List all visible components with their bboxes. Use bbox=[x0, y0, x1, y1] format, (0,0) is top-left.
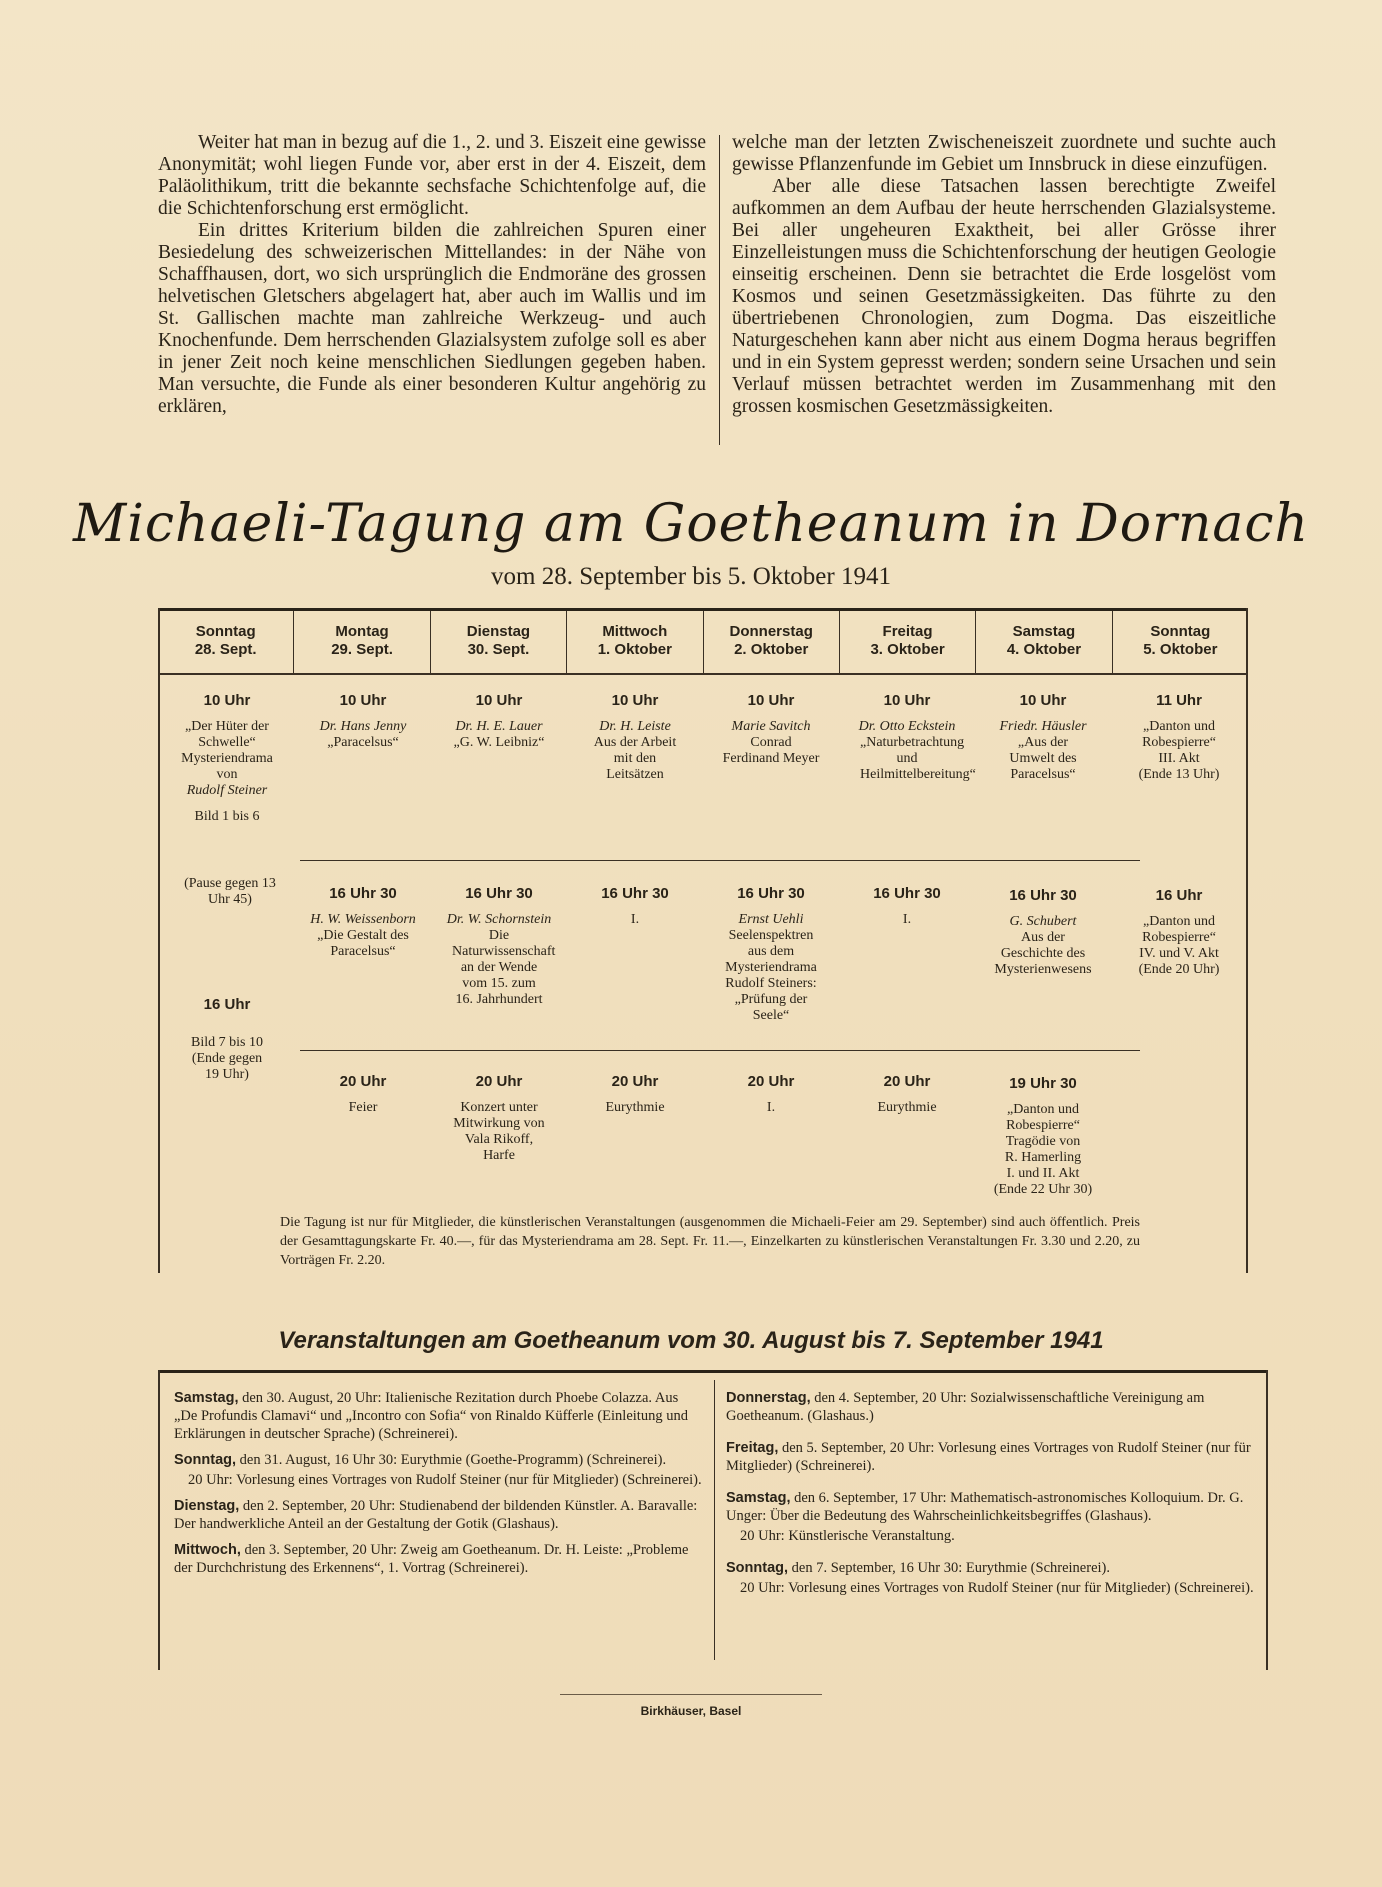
events-right-border bbox=[1266, 1370, 1268, 1670]
schedule-cell-evening: 20 Uhr Feier bbox=[339, 1073, 387, 1115]
page-title: Michaeli-Tagung am Goetheanum in Dornach bbox=[72, 494, 1310, 554]
event-item: Mittwoch, den 3. September, 20 Uhr: Zweig am Goetheanum. Dr. H. Leiste: „Probleme der Durchchristung des Erkennens“, 1. Vortrag (Schreinerei). bbox=[174, 1542, 689, 1576]
schedule-cell-afternoon: 16 Uhr 30 G. Schubert Aus der Geschichte des Mysterienwesens bbox=[994, 887, 1092, 977]
header-cell: Mittwoch 1. Oktober bbox=[566, 611, 702, 673]
schedule-cell-evening: 20 Uhr I. bbox=[747, 1073, 795, 1115]
header-cell: Samstag 4. Oktober bbox=[975, 611, 1111, 673]
schedule-cell-afternoon: 16 Uhr „Danton und Robespierre“ IV. und V. Akt (Ende 20 Uhr) bbox=[1138, 887, 1220, 977]
schedule-cell-afternoon: 16 Uhr 30 H. W. Weissenborn „Die Gestalt des Paracelsus“ bbox=[310, 885, 416, 959]
text-column-left bbox=[158, 132, 706, 418]
section-title: Veranstaltungen am Goetheanum vom 30. August bis 7. September 1941 bbox=[278, 1327, 1104, 1354]
schedule-cell-evening: 20 Uhr Eurythmie bbox=[605, 1073, 665, 1115]
event-item: Freitag, den 5. September, 20 Uhr: Vorlesung eines Vortrages von Rudolf Steiner (nur für Mitglieder) (Schreinerei). bbox=[726, 1440, 1251, 1474]
schedule-cell-morning: 10 Uhr Dr. Hans Jenny „Paracelsus“ bbox=[319, 692, 407, 750]
header-cell: Montag 29. Sept. bbox=[293, 611, 429, 673]
schedule-cell-morning: 11 Uhr „Danton und Robespierre“ III. Akt (Ende 13 Uhr) bbox=[1138, 692, 1220, 782]
schedule-cell-afternoon: 16 Uhr Bild 7 bis 10 (Ende gegen 19 Uhr) bbox=[191, 996, 263, 1082]
event-item: Samstag, den 30. August, 20 Uhr: Italienische Rezitation durch Phoebe Colazza. Aus „De Profundis Clamavi“ und „Incontro con Sofia“ von Rinaldo Küfferle (Einleitung und Erklärungen in deutscher Sprache) (Schreinerei). bbox=[174, 1390, 688, 1442]
header-cell: Sonntag 28. Sept. bbox=[194, 623, 257, 658]
pause-note: (Pause gegen 13 Uhr 45) bbox=[184, 876, 276, 907]
event-item: Sonntag, den 7. September, 16 Uhr 30: Eurythmie (Schreinerei). bbox=[726, 1560, 1110, 1576]
printer-credit: Birkhäuser, Basel bbox=[640, 1704, 742, 1718]
event-item: Dienstag, den 2. September, 20 Uhr: Studienabend der bildenden Künstler. A. Baravalle: Der handwerkliche Anteil an der Gestaltung der Gotik (Glashaus). bbox=[174, 1498, 698, 1532]
table-right-border bbox=[1246, 608, 1248, 1273]
event-item: Sonntag, den 31. August, 16 Uhr 30: Eurythmie (Goethe-Programm) (Schreinerei). bbox=[174, 1452, 667, 1468]
event-item: 20 Uhr: Vorlesung eines Vortrages von Rudolf Steiner (nur für Mitglieder) (Schreinerei). bbox=[188, 1472, 702, 1488]
column-divider bbox=[719, 135, 720, 445]
event-item: 20 Uhr: Künstlerische Veranstaltung. bbox=[740, 1528, 955, 1544]
event-item: 20 Uhr: Vorlesung eines Vortrages von Rudolf Steiner (nur für Mitglieder) (Schreinerei). bbox=[740, 1580, 1254, 1596]
header-cell: Dienstag 30. Sept. bbox=[430, 611, 566, 673]
events-top-border bbox=[158, 1370, 1268, 1373]
events-divider bbox=[714, 1380, 715, 1660]
schedule-cell-afternoon: 16 Uhr 30 I. bbox=[601, 885, 669, 927]
afternoon-divider bbox=[300, 860, 1140, 861]
text-column-right bbox=[732, 132, 1276, 418]
schedule-cell-afternoon: 16 Uhr 30 Ernst Uehli Seelenspektren aus dem Mysteriendrama Rudolf Steiners: „Prüfung der Seele“ bbox=[725, 885, 817, 1023]
paragraph: welche man der letzten Zwischeneiszeit zuordnete und suchte auch gewisse Pflanzenfunde im Gebiet um Innsbruck in diese einzufügen. bbox=[732, 132, 1276, 175]
schedule-cell-afternoon: 16 Uhr 30 Dr. W. Schornstein Die Naturwissenschaft an der Wende vom 15. zum 16. Jahrhundert bbox=[446, 885, 556, 1007]
table-left-border bbox=[158, 608, 160, 1273]
events-column-right bbox=[726, 1389, 1256, 1605]
event-item: Samstag, den 6. September, 17 Uhr: Mathematisch-astronomisches Kolloquium. Dr. G. Unger: Über die Bedeutung des Wahrscheinlichkeitsbegriffes (Glashaus). bbox=[726, 1490, 1244, 1524]
event-item: Donnerstag, den 4. September, 20 Uhr: Sozialwissenschaftliche Vereinigung am Goetheanum. (Glashaus.) bbox=[726, 1390, 1205, 1424]
schedule-cell-morning: 10 Uhr Marie Savitch Conrad Ferdinand Meyer bbox=[722, 692, 820, 766]
schedule-cell-morning: 10 Uhr „Der Hüter der Schwelle“ Mysteriendrama von Rudolf Steiner Bild 1 bis 6 bbox=[181, 692, 273, 824]
conference-info: Die Tagung ist nur für Mitglieder, die künstlerischen Veranstaltungen (ausgenommen die Michaeli-Feier am 29. September) sind auch öffentlich. Preis der Gesamttagungskarte Fr. 40.—, für das Mysteriendrama am 28. Sept. Fr. 11.—, Einzelkarten zu künstlerischen Veranstaltungen Fr. 3.30 und 2.20, zu Vorträgen Fr. 2.20. bbox=[280, 1215, 1140, 1268]
paragraph: Weiter hat man in bezug auf die 1., 2. und 3. Eiszeit eine gewisse Anonymität; wohl liegen Funde vor, aber erst in der 4. Eiszeit, dem Paläolithikum, tritt die bekannte sechsfache Schichtenfolge auf, die die Schichtenforschung erst ermöglicht. bbox=[158, 132, 706, 219]
table-header-row bbox=[158, 611, 1248, 673]
events-column-left bbox=[174, 1389, 704, 1585]
footer-rule bbox=[560, 1694, 822, 1695]
schedule-cell-morning: 10 Uhr Friedr. Häusler „Aus der Umwelt des Paracelsus“ bbox=[999, 692, 1087, 782]
paragraph: Ein drittes Kriterium bilden die zahlreichen Spuren einer Besiedelung des schweizerischen Mittellandes: in der Nähe von Schaffhausen, dort, wo sich ursprünglich die Endmoräne des grossen helvetischen Gletschers abgelagert hat, aber auch im Wallis und im St. Gallischen machte man zahlreiche Werkzeug- und auch Knochenfunde. Dem herrschenden Glazialsystem zufolge soll es aber in jener Zeit noch keine menschlichen Siedlungen gegeben haben. Man versuchte, die Funde als einer besonderen Kultur angehörig zu erklären, bbox=[158, 220, 706, 417]
schedule-cell-morning: 10 Uhr Dr. Otto Eckstein „Naturbetrachtung und Heilmittelbereitung“ bbox=[858, 692, 976, 782]
page-subtitle: vom 28. September bis 5. Oktober 1941 bbox=[491, 563, 891, 590]
schedule-cell-evening: 20 Uhr Eurythmie bbox=[877, 1073, 937, 1115]
schedule-cell-morning: 10 Uhr Dr. H. Leiste Aus der Arbeit mit den Leitsätzen bbox=[593, 692, 677, 782]
schedule-cell-evening: 20 Uhr Konzert unter Mitwirkung von Vala Rikoff, Harfe bbox=[453, 1073, 545, 1163]
header-underline bbox=[158, 673, 1248, 675]
paragraph: Aber alle diese Tatsachen lassen berechtigte Zweifel aufkommen an dem Aufbau der heute herrschenden Glazialsysteme. Bei aller ungeheuren Exaktheit, bei aller Grösse ihrer Einzelleistungen muss die Schichtenforschung der heutigen Geologie einseitig erscheinen. Denn sie betrachtet die Erde losgelöst vom Kosmos und seinen Gesetzmässigkeiten. Das führte zu den übertriebenen Chronologien, zum Dogma. Das eiszeitliche Naturgeschehen kann aber nicht aus einem Dogma heraus begriffen und in ein System gepresst werden; sondern seine Ursachen und sein Verlauf müssen betrachtet werden im Zusammenhang mit den grossen kosmischen Gesetzmässigkeiten. bbox=[732, 176, 1276, 417]
schedule-cell-afternoon: 16 Uhr 30 I. bbox=[873, 885, 941, 927]
schedule-cell-morning: 10 Uhr Dr. H. E. Lauer „G. W. Leibniz“ bbox=[453, 692, 545, 750]
schedule-cell-evening: 19 Uhr 30 „Danton und Robespierre“ Tragödie von R. Hamerling I. und II. Akt (Ende 22 Uhr 30) bbox=[993, 1075, 1093, 1197]
events-left-border bbox=[158, 1370, 160, 1670]
header-cell: Sonntag 5. Oktober bbox=[1112, 611, 1248, 673]
header-cell: Freitag 3. Oktober bbox=[839, 611, 975, 673]
header-cell: Donnerstag 2. Oktober bbox=[703, 611, 839, 673]
evening-divider bbox=[300, 1050, 1140, 1051]
